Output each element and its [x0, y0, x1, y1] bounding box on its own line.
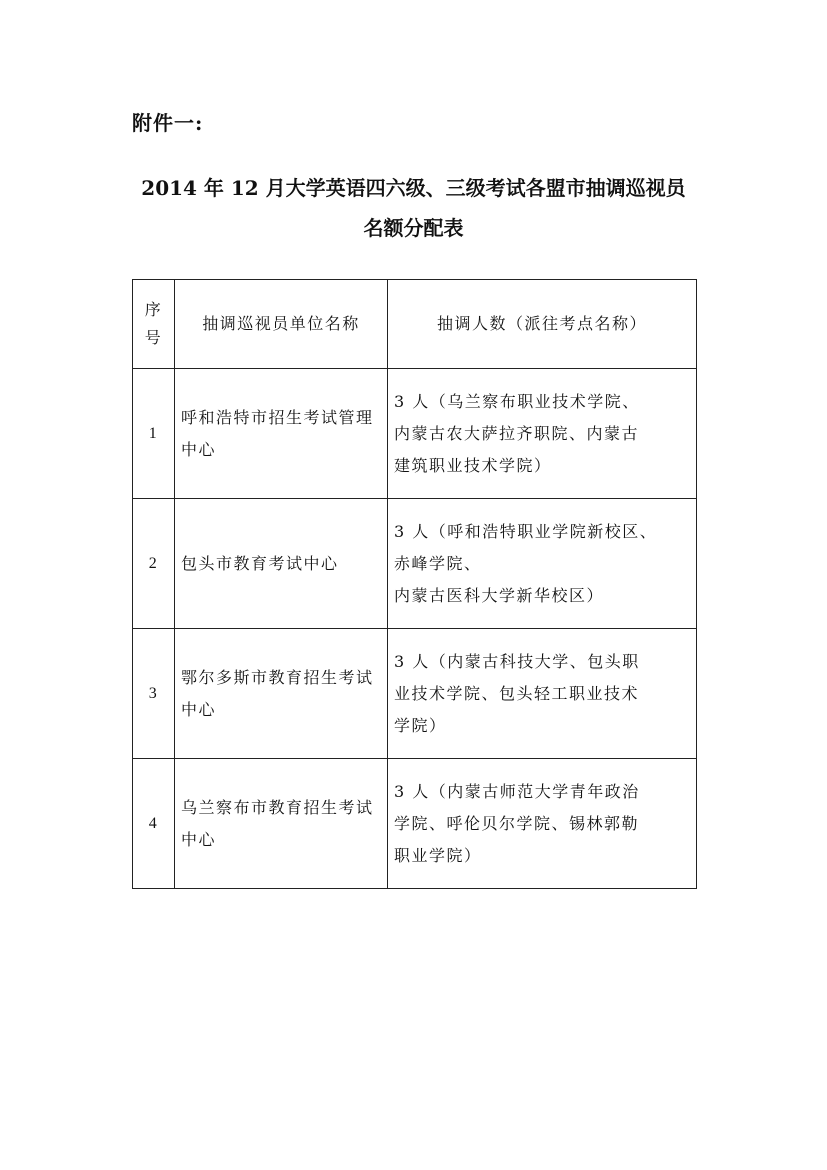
- row-seq: 1: [133, 369, 175, 499]
- row-unit: 乌兰察布市教育招生考试中心: [175, 759, 388, 889]
- row-count-line: 内蒙古医科大学新华校区）: [394, 585, 605, 605]
- row-count-line: 建筑职业技术学院）: [394, 455, 552, 475]
- header-unit: 抽调巡视员单位名称: [175, 280, 388, 369]
- row-count-line: 3 人（内蒙古师范大学青年政治: [394, 781, 640, 801]
- row-count: [388, 629, 697, 759]
- row-seq: 4: [133, 759, 175, 889]
- row-count: [388, 369, 697, 499]
- row-unit: 包头市教育考试中心: [175, 499, 388, 629]
- row-seq: 2: [133, 499, 175, 629]
- table-header-row: [133, 280, 697, 369]
- row-count-line: 学院、呼伦贝尔学院、锡林郭勒: [394, 813, 640, 833]
- header-seq: [133, 280, 175, 369]
- table-row: [133, 629, 697, 759]
- row-count: [388, 759, 697, 889]
- table-row: [133, 499, 697, 629]
- header-seq-char-2: 号: [144, 328, 163, 347]
- row-count-line: 3 人（内蒙古科技大学、包头职: [394, 651, 640, 671]
- row-count-line: 赤峰学院、: [394, 553, 482, 573]
- row-count-line: 职业学院）: [394, 845, 482, 865]
- attachment-label: 附件一:: [132, 111, 204, 135]
- row-count-line: 学院）: [394, 715, 447, 735]
- row-unit: 呼和浩特市招生考试管理中心: [175, 369, 388, 499]
- row-seq: 3: [133, 629, 175, 759]
- document-title-line-1: 2014 年 12 月大学英语四六级、三级考试各盟市抽调巡视员: [141, 176, 686, 200]
- row-count-line: 3 人（乌兰察布职业技术学院、: [394, 391, 640, 411]
- row-count-line: 内蒙古农大萨拉齐职院、内蒙古: [394, 423, 640, 443]
- row-count-line: 3 人（呼和浩特职业学院新校区、: [394, 521, 658, 541]
- row-count-line: 业技术学院、包头轻工职业技术: [394, 683, 640, 703]
- table-row: [133, 759, 697, 889]
- document-title-line-2: 名额分配表: [363, 216, 464, 240]
- header-count: 抽调人数（派往考点名称）: [388, 280, 697, 369]
- row-count: [388, 499, 697, 629]
- row-unit: 鄂尔多斯市教育招生考试中心: [175, 629, 388, 759]
- header-seq-char-1: 序: [144, 300, 163, 319]
- table-row: [133, 369, 697, 499]
- allocation-table: [132, 279, 697, 889]
